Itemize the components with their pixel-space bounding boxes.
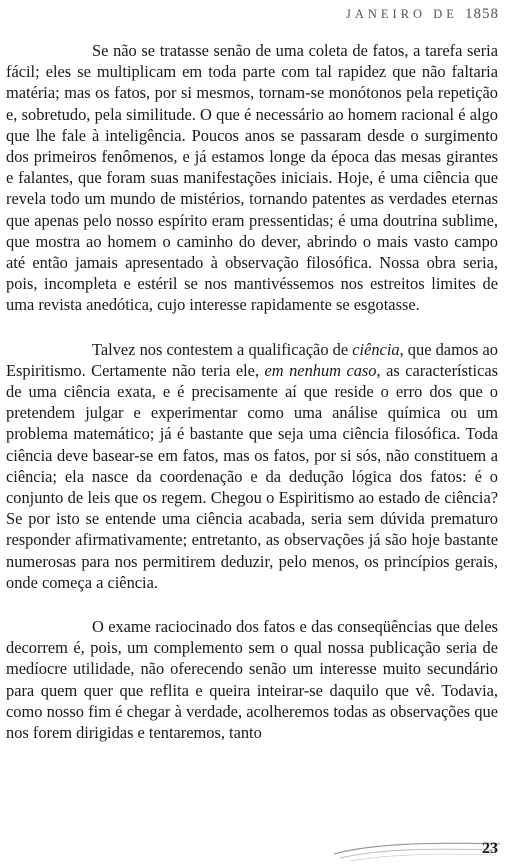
footer-swoosh-ornament (330, 834, 502, 862)
paragraph-2-part-1: Talvez nos contestem a qualificação de (92, 339, 353, 359)
paragraph-3: O exame raciocinado dos fatos e das conseqüências que deles decorrem é, pois, um complemento sem o qual nossa publicação seria de medíocre utilidade, não oferecendo senão um interesse muito secundário para quem quer que reflita e queira inteirar-se daquilo que vê. Todavia, como nosso fim é chegar à verdade, acolheremos todas as observações que nos forem dirigidas e tentaremos, tanto (6, 617, 498, 743)
header-month: JANEIRO DE (346, 7, 458, 21)
emphasis-ciencia: ciência (352, 339, 400, 359)
paragraph-2-part-3: , as características de uma ciência exata, e é precisamente aí que reside o erro dos que o pretendem julgar e experimentar como uma análise química ou um problema matemático; já é bastante que seja uma ciência filosófica. Toda ciência deve basear-se em fatos, mas os fatos, por si sós, não constituem a ciência; ela nasce da coordenação e da dedução lógica dos fatos: é o conjunto de leis que os regem. Chegou o Espiritismo ao estado de ciência? Se por isto se entende uma ciência acabada, seria sem dúvida prematuro responder afirmativamente; entretanto, as observações já são hoje bastante numerosas para nos permitirem deduzir, pelo menos, os princípios gerais, onde começa a ciência. (6, 360, 499, 592)
running-header (346, 6, 499, 23)
page-number: 23 (482, 840, 498, 857)
paragraph-1: Se não se tratasse senão de uma coleta de fatos, a tarefa seria fácil; eles se multiplicam em toda parte com tal rapidez que não faltaria matéria; mas os fatos, por si mesmos, tornam-se monótonos pela repetição e, sobretudo, pela similitude. O que é necessário ao homem racional é algo que lhe fale à inteligência. Poucos anos se passaram desde o surgimento dos primeiros fenômenos, e já estamos longe da época das mesas girantes e falantes, que foram suas manifestações iniciais. Hoje, é uma ciência que revela todo um mundo de mistérios, tornando patentes as verdades eternas que apenas pelo nosso espírito eram pressentidas; é uma doutrina sublime, que mostra ao homem o caminho do dever, abrindo o mais vasto campo até então jamais apresentado à observação filosófica. Nossa obra seria, pois, incompleta e estéril se nos mantivéssemos nos estreitos limites de uma revista anedótica, cujo interesse rapidamente se esgotasse. (6, 41, 498, 315)
paragraph-2-part-2: , que damos ao Espiritismo. Certamente não teria ele, (6, 339, 498, 380)
paragraph-2 (6, 339, 498, 593)
page-body (6, 40, 498, 743)
emphasis-em-nenhum-caso: em nenhum caso (264, 360, 377, 380)
header-year: 1858 (465, 6, 499, 22)
page-footer (330, 834, 502, 862)
